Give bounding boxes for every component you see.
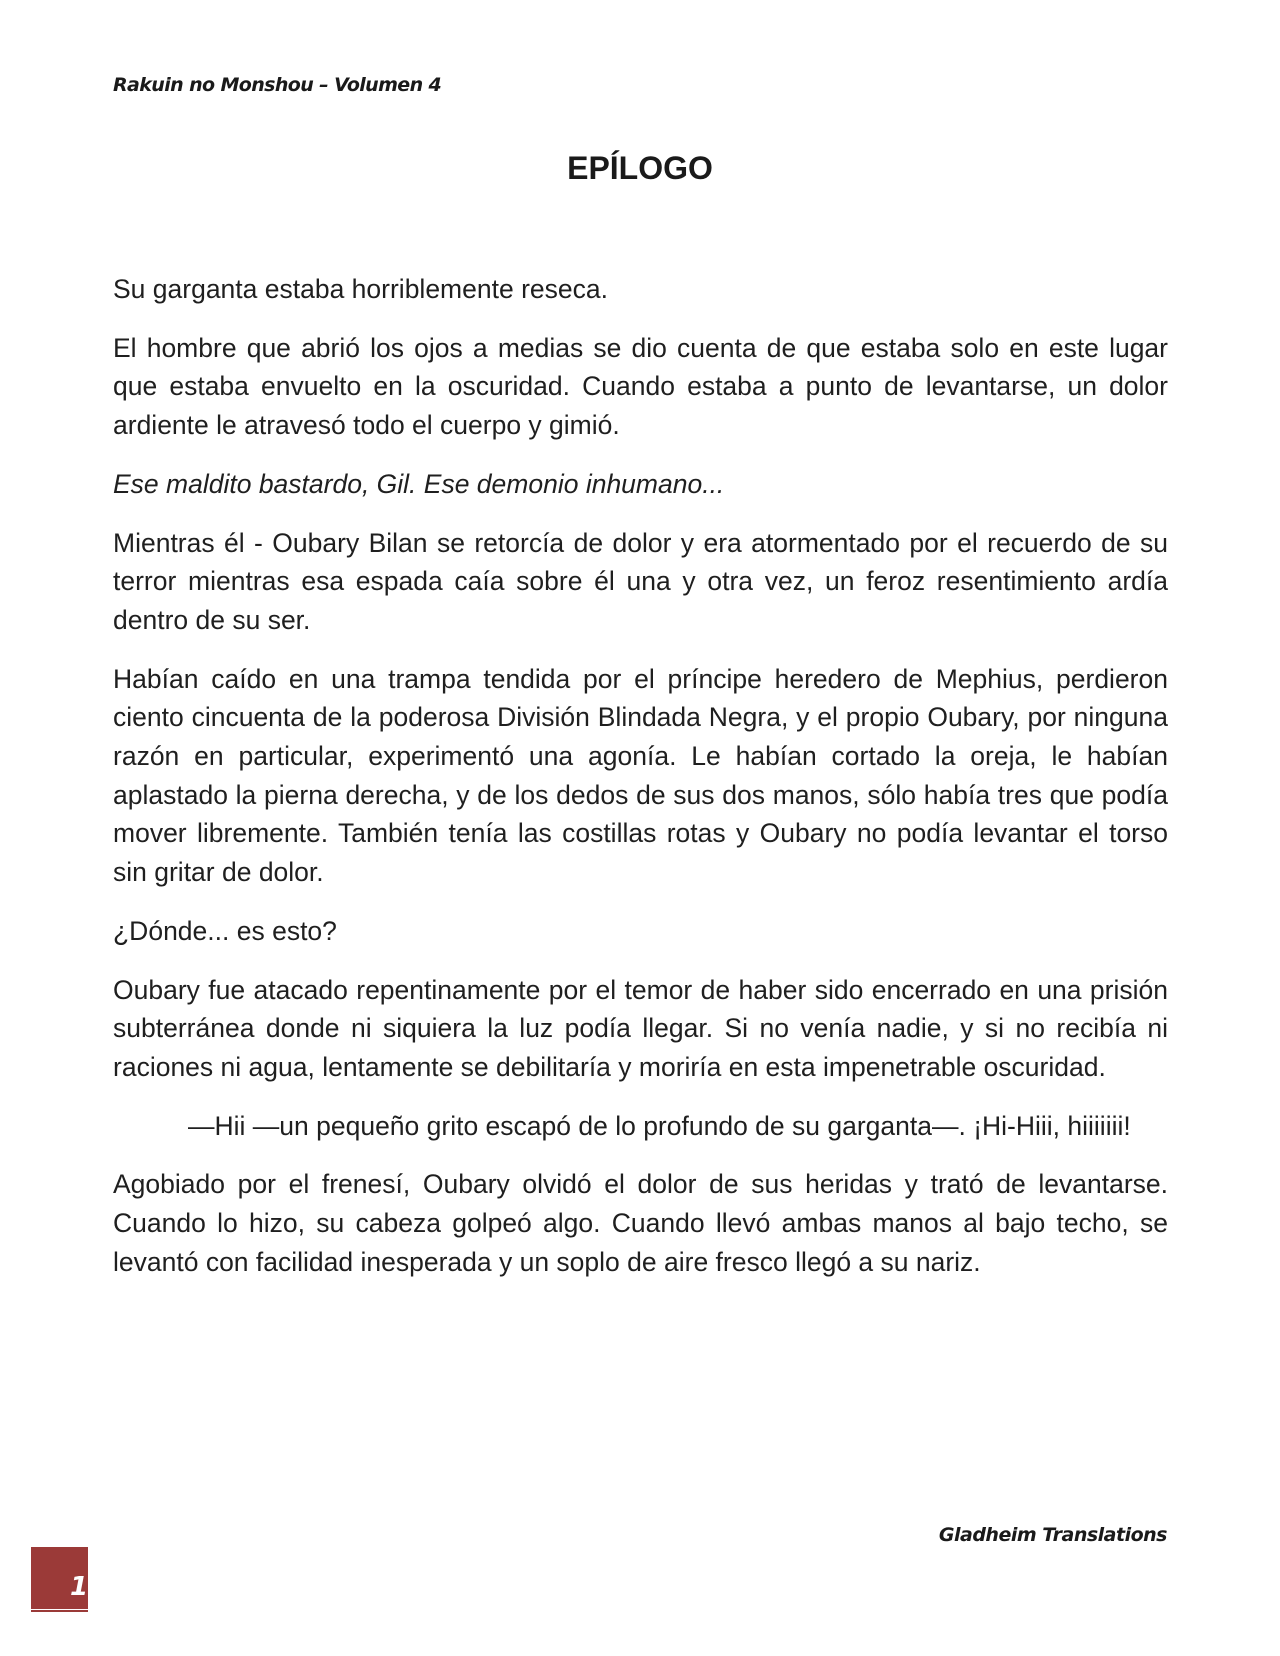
paragraph: Mientras él - Oubary Bilan se retorcía de dolor y era atormentado por el recuerdo de su terror mientras esa espada caía sobre él una y otra vez, un feroz resentimiento ardía dentro de su ser.	[113, 527, 1168, 635]
running-header: Rakuin no Monshou – Volumen 4	[113, 74, 442, 96]
page-number: 1	[70, 1572, 89, 1602]
paragraph: ¿Dónde... es esto?	[113, 915, 337, 946]
paragraph: Oubary fue atacado repentinamente por el temor de haber sido encerrado en una prisión subterránea donde ni siquiera la luz podía llegar. Si no venía nadie, y si no recibía ni raciones ni agua, lentamente se debilitaría y moriría en esta impenetrable oscuridad.	[113, 974, 1168, 1082]
paragraph: Agobiado por el frenesí, Oubary olvidó el dolor de sus heridas y trató de levantarse. Cuando lo hizo, su cabeza golpeó algo. Cuando llevó ambas manos al bajo techo, se levantó con facilidad inesperada y un soplo de aire fresco llegó a su nariz.	[113, 1169, 1168, 1277]
paragraph-inner-thought: Ese maldito bastardo, Gil. Ese demonio inhumano...	[113, 468, 725, 499]
page-number-rule	[31, 1610, 88, 1612]
body-text	[113, 270, 1168, 1301]
paragraph: Habían caído en una trampa tendida por el príncipe heredero de Mephius, perdieron ciento cincuenta de la poderosa División Blindada Negra, y el propio Oubary, por ninguna razón en particular, experimentó una agonía. Le habían cortado la oreja, le habían aplastado la pierna derecha, y de los dedos de sus dos manos, sólo había tres que podía mover libremente. También tenía las costillas rotas y Oubary no podía levantar el torso sin gritar de dolor.	[113, 663, 1168, 888]
paragraph: Su garganta estaba horriblemente reseca.	[113, 274, 608, 304]
footer-credit: Gladheim Translations	[938, 1524, 1167, 1546]
paragraph: El hombre que abrió los ojos a medias se dio cuenta de que estaba solo en este lugar que estaba envuelto en la oscuridad. Cuando estaba a punto de levantarse, un dolor ardiente le atravesó todo el cuerpo y gimió.	[113, 332, 1168, 441]
chapter-title: EPÍLOGO	[567, 150, 713, 186]
paragraph-dialogue: —Hii —un pequeño grito escapó de lo profundo de su garganta—. ¡Hi-Hiii, hiiiiiii!	[188, 1110, 1131, 1141]
